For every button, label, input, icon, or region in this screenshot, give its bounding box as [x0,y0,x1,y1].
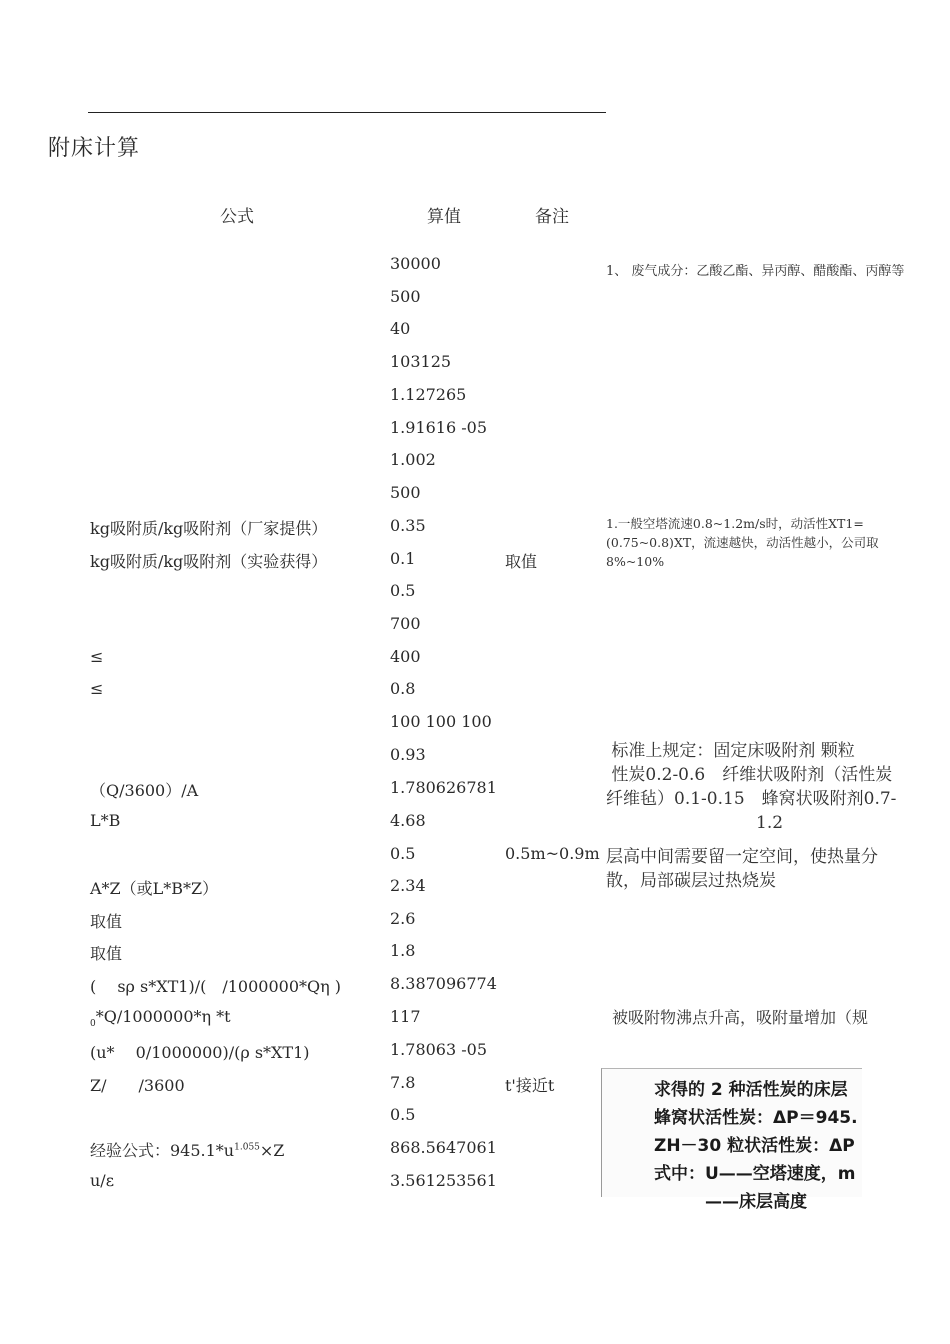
header-value: 算值 [427,207,461,227]
remark-boiling: 被吸附物沸点升高，吸附量增加（规 [612,1008,869,1027]
value-cell: 1.8 [390,941,416,960]
value-cell: 0.35 [390,516,426,535]
formula-text: *Q/1000000*η *t [95,1007,231,1026]
formula-cell: 取值 [90,944,123,963]
value-cell: 8.387096774 [390,974,497,993]
value-cell: 1.78063 -05 [390,1040,488,1059]
value-cell: 103125 [390,352,452,371]
formula-cell: u/ε [90,1171,114,1190]
value-cell: 4.68 [390,811,426,830]
formula-cell: ≤ [90,647,104,666]
value-cell: 1.780626781 [390,778,497,797]
formula-cell: 取值 [90,912,123,931]
value-cell: 1.127265 [390,385,467,404]
value-cell: 1.002 [390,450,436,469]
value-cell: 0.1 [390,549,416,568]
embedded-excerpt-image [601,1068,862,1212]
formula-cell: （Q/3600）/A [90,781,199,800]
value-cell: 0.5 [390,581,416,600]
page-title: 附床计算 [48,136,141,161]
value-cell: 500 [390,483,421,502]
formula-cell: kg吸附质/kg吸附剂（厂家提供） [90,519,328,538]
note-cell: 取值 [505,552,538,571]
remark-standard-line: 1.2 [756,813,784,833]
formula-cell: Z/ /3600 [90,1076,185,1095]
remark-standard-line: 性炭0.2-0.6 纤维状吸附剂（活性炭 [606,765,893,785]
formula-cell: ≤ [90,679,104,698]
excerpt-line: ——床层高度 [654,1192,807,1212]
formula-superscript: 1.055 [234,1142,260,1153]
formula-text: 经验公式：945.1*u [90,1141,235,1160]
value-cell: 500 [390,287,421,306]
value-cell: 0.8 [390,679,416,698]
value-cell: 2.34 [390,876,426,895]
value-cell: 2.6 [390,909,416,928]
excerpt-line: ZH－30 粒状活性炭：ΔP [654,1136,855,1156]
formula-cell [90,1007,231,1029]
remark-layer: 层高中间需要留一定空间，使热量分散，局部碳层过热烧炭 [606,847,878,891]
remark-composition: 1、 废气成分：乙酸乙酯、异丙醇、醋酸酯、丙醇等 [606,264,905,279]
value-cell: 1.91616 -05 [390,418,488,437]
excerpt-line: 求得的 2 种活性炭的床层 [654,1080,848,1100]
header-formula: 公式 [220,207,254,227]
value-cell: 40 [390,319,411,338]
value-cell: 0.93 [390,745,426,764]
value-cell: 117 [390,1007,421,1026]
value-cell: 400 [390,647,421,666]
remark-flow-speed: 1.一般空塔流速0.8~1.2m/s时，动活性XT1=(0.75~0.8)XT，流速越快，动活性越小，公司取8%~10% [606,516,879,569]
formula-subscript: 0 [90,1019,96,1030]
formula-cell: ( sρ s*XT1)/( /1000000*Qη ) [90,977,342,996]
excerpt-line: 式中：U——空塔速度，m [654,1164,856,1184]
excerpt-line: 蜂窝状活性炭：ΔP＝945. [654,1108,858,1128]
formula-cell [90,1138,284,1161]
value-cell: 868.5647061 [390,1138,497,1157]
formula-cell: (u* 0/1000000)/(ρ s*XT1) [90,1043,310,1062]
value-cell: 7.8 [390,1073,416,1092]
note-cell: t'接近t [505,1076,555,1095]
note-cell: 0.5m~0.9m [505,844,600,863]
formula-cell: L*B [90,811,121,830]
value-cell: 30000 [390,254,441,273]
header-rule [88,112,606,113]
formula-text: ×Z [259,1141,285,1160]
value-cell: 100 100 100 [390,712,492,731]
value-cell: 0.5 [390,844,416,863]
formula-cell: A*Z（或L*B*Z） [90,879,219,898]
value-cell: 0.5 [390,1105,416,1124]
remark-standard-line: 标准上规定：固定床吸附剂 颗粒 [606,741,855,761]
remark-standard-line: 纤维毡）0.1-0.15 蜂窝状吸附剂0.7- [606,789,897,809]
value-cell: 3.561253561 [390,1171,497,1190]
header-note: 备注 [535,207,569,227]
formula-cell: kg吸附质/kg吸附剂（实验获得） [90,552,328,571]
value-cell: 700 [390,614,421,633]
